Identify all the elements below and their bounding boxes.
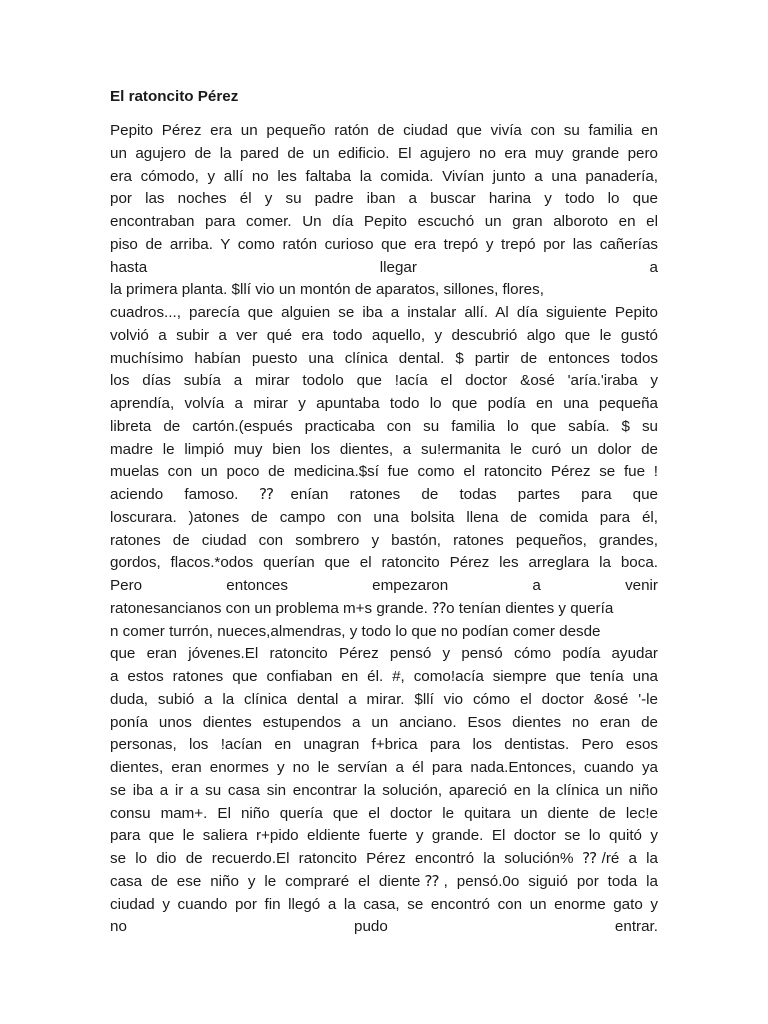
text-line: muelas con un poco de medicina.$sí fue como el ratoncito Pérez se fue !: [110, 463, 658, 481]
text-line: para que le saliera r+pido eldiente fuerte y grande. El doctor se lo quitó y: [110, 827, 658, 845]
text-line: los días subía a mirar todolo que !acía el doctor &osé 'aría.'iraba y: [110, 372, 658, 390]
text-line: muchísimo habían puesto una clínica dental. $ partir de entonces todos: [110, 349, 658, 367]
text-line: aciendo famoso. ⁇enían ratones de todas partes para que: [110, 486, 658, 503]
text-line: dientes, eran enormes y no le servían a él para nada.Entonces, cuando ya: [110, 759, 658, 776]
text-line: se iba a ir a su casa sin encontrar la solución, apareció en la clínica un niño: [110, 781, 658, 799]
text-line: se lo dio de recuerdo.El ratoncito Pérez encontró la solución% ⁇/ré a la: [110, 850, 658, 867]
text-line: cuadros..., parecía que alguien se iba a instalar allí. Al día siguiente Pepito: [110, 304, 658, 321]
text-line: volvió a subir a ver qué era todo aquello, y descubrió algo que le gustó: [110, 326, 658, 344]
text-line: encontraban para comer. Un día Pepito escuchó un gran alboroto en el: [110, 213, 658, 230]
text-line: loscurara. )atones de campo con una bolsita llena de comida para él,: [110, 508, 658, 526]
text-line: piso de arriba. Y como ratón curioso que era trepó y trepó por las cañerías: [110, 235, 658, 253]
text-line: que eran jóvenes.El ratoncito Pérez pensó y pensó cómo podía ayudar: [110, 645, 658, 663]
text-line: casa de ese niño y le compraré el diente⁇, pensó.0o siguió por toda la: [110, 872, 658, 890]
text-line: era cómodo, y allí no les faltaba la comida. Vivían junto a una panadería,: [110, 167, 658, 185]
text-line: aprendía, volvía a mirar y apuntaba todo lo que podía en una pequeña: [110, 395, 658, 412]
text-line: consu mam+. El niño quería que el doctor le quitara un diente de lec!e: [110, 804, 658, 822]
document-body: [110, 120, 658, 939]
text-line: ponía unos dientes estupendos a un anciano. Esos dientes no eran de: [110, 713, 658, 731]
text-line: a estos ratones que confiaban en él. #, como!acía siempre que tenía una: [110, 668, 658, 685]
text-line: un agujero de la pared de un edificio. El agujero no era muy grande pero: [110, 144, 658, 162]
document-title: El ratoncito Pérez: [110, 88, 239, 105]
text-line: gordos, flacos.*odos querían que el ratoncito Pérez les arreglara la boca.: [110, 554, 658, 572]
text-line: ratones de ciudad con sombrero y bastón, ratones pequeños, grandes,: [110, 531, 658, 549]
text-line: por las noches él y su padre iban a buscar harina y todo lo que: [110, 190, 658, 208]
text-line: n comer turrón, nueces,almendras, y todo lo que no podían comer desde: [110, 622, 601, 640]
text-line: la primera planta. $llí vio un montón de aparatos, sillones, flores,: [110, 281, 544, 299]
text-line: ciudad y cuando por fin llegó a la casa, se encontró con un enorme gato y: [110, 895, 658, 913]
text-line: Pepito Pérez era un pequeño ratón de ciudad que vivía con su familia en: [110, 122, 658, 139]
text-line: hasta llegar a: [110, 258, 658, 276]
text-line: madre le limpió muy bien los dientes, a su!ermanita le curó un dolor de: [110, 440, 658, 458]
text-line: no pudo entrar.: [110, 918, 658, 936]
text-line: Pero entonces empezaron a venir: [110, 577, 658, 594]
text-line: libreta de cartón.(espués practicaba con su familia lo que sabía. $ su: [110, 417, 658, 435]
text-line: ratonesancianos con un problema m+s grande. ⁇o tenían dientes y quería: [110, 599, 614, 617]
text-line: duda, subió a la clínica dental a mirar. $llí vio cómo el doctor &osé '-le: [110, 690, 658, 708]
text-line: personas, los !acían en unagran f+brica para los dentistas. Pero esos: [110, 736, 658, 754]
document-page: [110, 86, 658, 939]
